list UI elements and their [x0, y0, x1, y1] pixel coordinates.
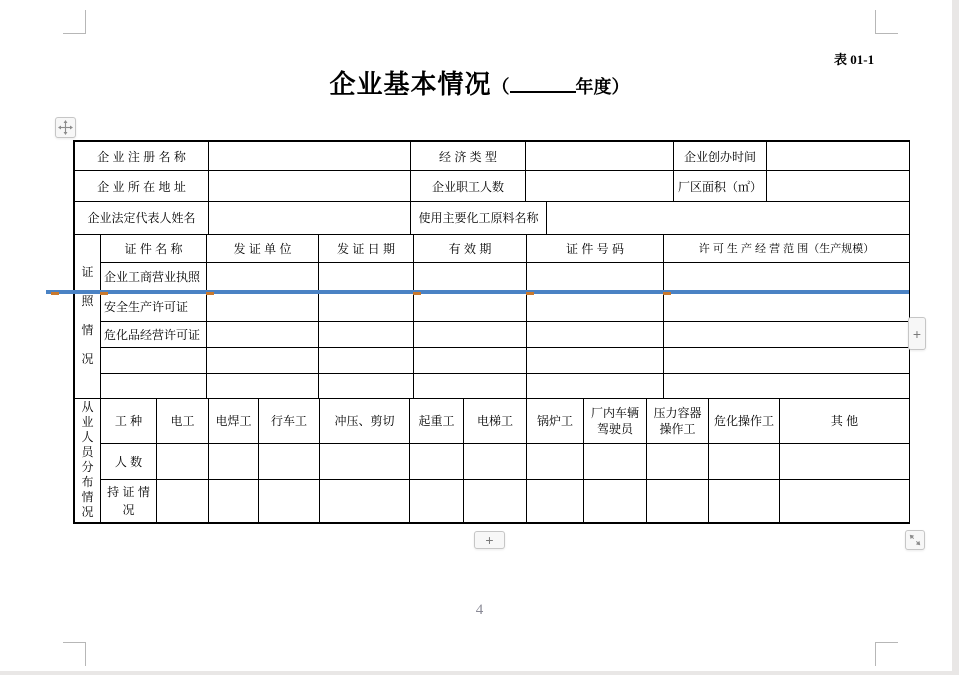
- license-cell[interactable]: [527, 291, 664, 322]
- header-job-type: 工 种: [101, 399, 157, 443]
- table-row: [75, 443, 910, 479]
- header-job-welder: 电焊工: [209, 399, 259, 443]
- page-number: 4: [475, 602, 484, 618]
- label-founding-time: 企业创办时间: [674, 142, 767, 171]
- section-label-personnel: 从业人员分布情况: [75, 399, 101, 522]
- header-validity: 有 效 期: [414, 235, 527, 263]
- license-row-blank[interactable]: [101, 374, 207, 399]
- border-drag-tick: [206, 292, 214, 295]
- info-table-row3: [74, 202, 910, 235]
- license-cell[interactable]: [319, 348, 414, 374]
- headcount-cell[interactable]: [410, 443, 464, 479]
- border-drag-tick: [100, 292, 108, 295]
- form-title-main: 企业基本情况: [329, 69, 492, 99]
- license-cell[interactable]: [207, 322, 319, 348]
- plus-icon: +: [912, 325, 922, 342]
- table-row: [75, 202, 910, 234]
- table-row: [75, 322, 910, 348]
- header-job-lifting: 起重工: [410, 399, 464, 443]
- license-cell[interactable]: [207, 348, 319, 374]
- headcount-cell[interactable]: [527, 443, 584, 479]
- license-row-business: 企业工商营业执照: [101, 263, 207, 291]
- section-label-licenses: 证照情况: [75, 235, 101, 399]
- add-row-button[interactable]: [474, 531, 505, 549]
- license-cell[interactable]: [414, 374, 527, 399]
- header-job-vehicle-driver: 厂内车辆驾驶员: [584, 399, 647, 443]
- certified-cell[interactable]: [780, 479, 910, 522]
- table-row: [75, 374, 910, 399]
- border-drag-tick: [526, 292, 534, 295]
- table-row: [75, 171, 910, 202]
- plus-icon: +: [485, 532, 494, 548]
- license-row-hazchem: 危化品经营许可证: [101, 322, 207, 348]
- license-cell[interactable]: [527, 263, 664, 291]
- header-issuer: 发 证 单 位: [207, 235, 319, 263]
- enterprise-form-table: [73, 140, 910, 524]
- license-row-blank[interactable]: [101, 348, 207, 374]
- page-edge-bottom: [0, 671, 952, 675]
- certified-cell[interactable]: [259, 479, 320, 522]
- input-economic-type[interactable]: [526, 142, 674, 171]
- info-table: [74, 141, 910, 202]
- license-cell[interactable]: [207, 291, 319, 322]
- page-edge-right: [952, 0, 959, 675]
- form-title-suffix: 年度）: [575, 77, 630, 97]
- label-raw-materials: 使用主要化工原料名称: [411, 202, 547, 234]
- label-headcount: 人 数: [101, 443, 157, 479]
- certified-cell[interactable]: [209, 479, 259, 522]
- certified-cell[interactable]: [709, 479, 780, 522]
- border-drag-tick: [51, 292, 59, 295]
- table-row: [75, 263, 910, 291]
- license-cell[interactable]: [319, 374, 414, 399]
- headcount-cell[interactable]: [157, 443, 209, 479]
- license-cell[interactable]: [414, 348, 527, 374]
- license-cell[interactable]: [527, 322, 664, 348]
- move-icon: [58, 120, 73, 135]
- header-issue-date: 发 证 日 期: [319, 235, 414, 263]
- license-table: [74, 235, 910, 400]
- header-job-crane-driver: 行车工: [259, 399, 320, 443]
- input-area[interactable]: [767, 171, 910, 202]
- license-cell[interactable]: [319, 291, 414, 322]
- label-economic-type: 经 济 类 型: [411, 142, 526, 171]
- headcount-cell[interactable]: [584, 443, 647, 479]
- table-row: [75, 142, 910, 171]
- license-cell[interactable]: [664, 322, 910, 348]
- license-cell[interactable]: [414, 291, 527, 322]
- margin-mark-bottom-right: [875, 642, 898, 666]
- add-column-button[interactable]: [908, 317, 926, 350]
- row-border-drag-indicator[interactable]: [46, 290, 909, 294]
- header-job-boiler: 锅炉工: [527, 399, 584, 443]
- license-cell[interactable]: [414, 263, 527, 291]
- resize-diagonal-icon: [908, 533, 922, 547]
- license-cell[interactable]: [414, 322, 527, 348]
- license-cell[interactable]: [319, 263, 414, 291]
- label-legal-rep: 企业法定代表人姓名: [75, 202, 209, 234]
- certified-cell[interactable]: [157, 479, 209, 522]
- certified-cell[interactable]: [410, 479, 464, 522]
- input-staff-count[interactable]: [526, 171, 674, 202]
- license-row-safety: 安全生产许可证: [101, 291, 207, 322]
- label-staff-count: 企业职工人数: [411, 171, 526, 202]
- header-permitted-scope: 许 可 生 产 经 营 范 围（生产规模）: [664, 235, 910, 263]
- personnel-table: [74, 399, 910, 523]
- license-cell[interactable]: [664, 291, 910, 322]
- input-founding-time[interactable]: [767, 142, 910, 171]
- license-cell[interactable]: [207, 263, 319, 291]
- input-register-name[interactable]: [209, 142, 411, 171]
- headcount-cell[interactable]: [464, 443, 527, 479]
- label-address: 企 业 所 在 地 址: [75, 171, 209, 202]
- input-raw-materials[interactable]: [547, 202, 910, 234]
- header-job-hazchem-operator: 危化操作工: [709, 399, 780, 443]
- certified-cell[interactable]: [647, 479, 709, 522]
- headcount-cell[interactable]: [780, 443, 910, 479]
- table-move-handle[interactable]: [55, 117, 76, 138]
- headcount-cell[interactable]: [209, 443, 259, 479]
- header-job-elevator: 电梯工: [464, 399, 527, 443]
- margin-mark-bottom-left: [63, 642, 86, 666]
- input-legal-rep[interactable]: [209, 202, 411, 234]
- table-resize-handle[interactable]: [905, 530, 925, 550]
- license-cell[interactable]: [664, 348, 910, 374]
- table-row: [75, 235, 910, 263]
- table-row: [75, 348, 910, 374]
- sheet-tag: 表 01-1: [834, 52, 875, 67]
- table-row: [75, 291, 910, 322]
- form-title: [0, 64, 959, 101]
- form-title-paren-open: （: [491, 77, 510, 97]
- label-register-name: 企 业 注 册 名 称: [75, 142, 209, 171]
- headcount-cell[interactable]: [647, 443, 709, 479]
- headcount-cell[interactable]: [320, 443, 410, 479]
- certified-cell[interactable]: [584, 479, 647, 522]
- certified-cell[interactable]: [527, 479, 584, 522]
- header-job-stamping-shearing: 冲压、剪切: [320, 399, 410, 443]
- input-address[interactable]: [209, 171, 411, 202]
- header-cert-number: 证 件 号 码: [527, 235, 664, 263]
- header-job-pressure-vessel: 压力容器操作工: [647, 399, 709, 443]
- license-cell[interactable]: [319, 322, 414, 348]
- margin-mark-top-left: [63, 10, 86, 34]
- table-row: [75, 479, 910, 522]
- header-job-other: 其 他: [780, 399, 910, 443]
- headcount-cell[interactable]: [709, 443, 780, 479]
- label-area: 厂区面积（㎡）: [674, 171, 767, 202]
- license-cell[interactable]: [527, 348, 664, 374]
- header-job-electrician: 电工: [157, 399, 209, 443]
- certified-cell[interactable]: [464, 479, 527, 522]
- border-drag-tick: [413, 292, 421, 295]
- headcount-cell[interactable]: [259, 443, 320, 479]
- license-cell[interactable]: [207, 374, 319, 399]
- header-cert-name: 证 件 名 称: [101, 235, 207, 263]
- border-drag-tick: [663, 292, 671, 295]
- license-cell[interactable]: [527, 374, 664, 399]
- license-cell[interactable]: [664, 374, 910, 399]
- license-cell[interactable]: [664, 263, 910, 291]
- table-row: [75, 399, 910, 443]
- title-year-blank[interactable]: [510, 86, 576, 93]
- margin-mark-top-right: [875, 10, 898, 34]
- certified-cell[interactable]: [320, 479, 410, 522]
- label-certified: 持 证 情 况: [101, 479, 157, 522]
